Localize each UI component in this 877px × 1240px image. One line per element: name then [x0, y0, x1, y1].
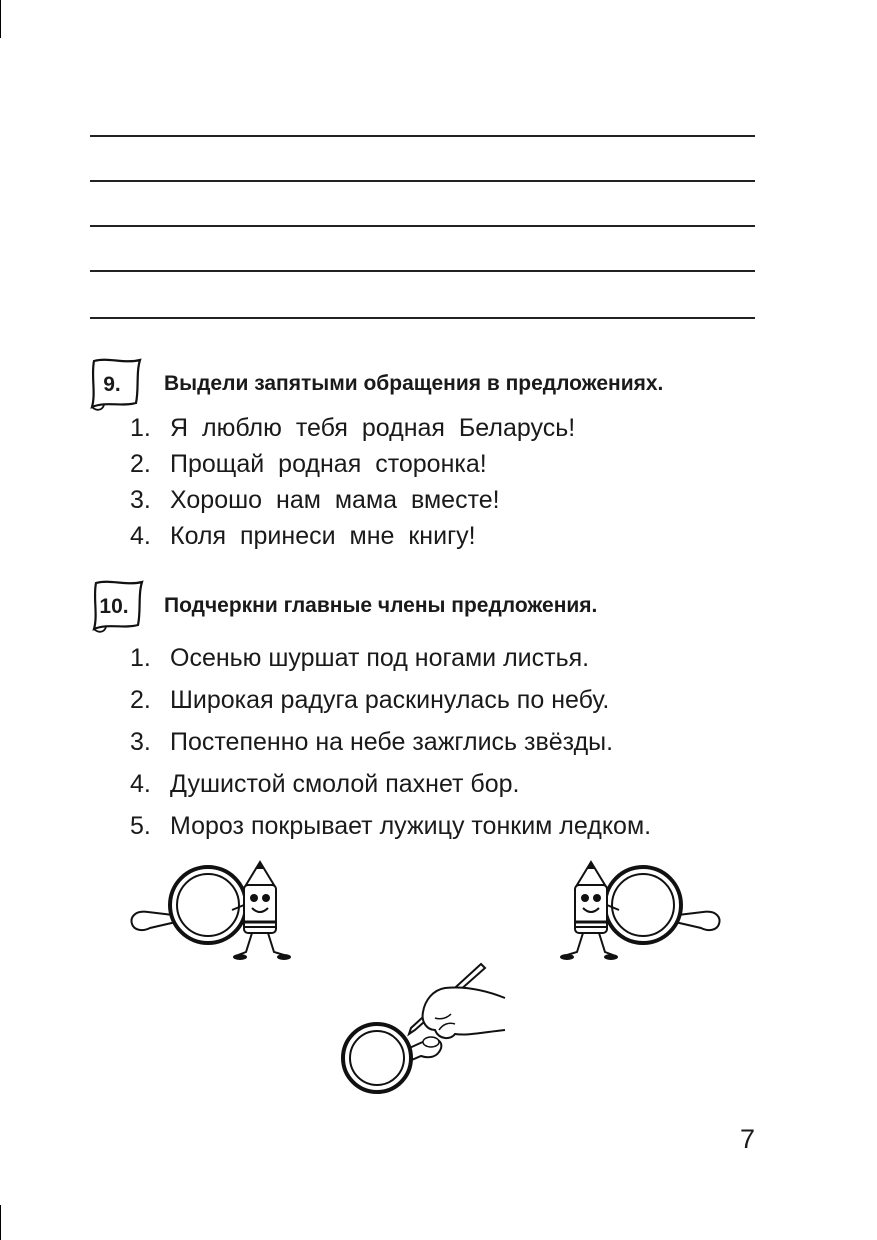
item-number: 1.	[130, 644, 151, 672]
item-number: 2.	[130, 686, 151, 714]
list-item	[130, 728, 613, 757]
writing-line[interactable]	[90, 225, 755, 227]
list-item	[130, 812, 651, 841]
item-text: Широкая радуга раскинулась по небу.	[170, 686, 610, 714]
item-text: Я люблю тебя родная Беларусь!	[170, 414, 576, 442]
crop-mark-top	[0, 0, 1, 38]
list-item	[130, 414, 575, 443]
task-number-badge	[84, 355, 144, 411]
item-text: Душистой смолой пахнет бор.	[170, 770, 520, 798]
writing-line[interactable]	[90, 180, 755, 182]
list-item	[130, 644, 589, 673]
item-number: 4.	[130, 522, 151, 550]
item-text: Хорошо нам мама вместе!	[170, 486, 500, 514]
list-item	[130, 522, 476, 551]
list-item	[130, 770, 520, 799]
task-title: Подчеркни главные члены предложения.	[164, 594, 598, 617]
list-item	[130, 686, 609, 715]
writing-line[interactable]	[90, 270, 755, 272]
item-number: 3.	[130, 728, 151, 756]
item-text: Осенью шуршат под ногами листья.	[170, 644, 590, 672]
item-number: 3.	[130, 486, 151, 514]
list-item	[130, 486, 500, 515]
item-number: 2.	[130, 450, 151, 478]
item-text: Коля принеси мне книгу!	[170, 522, 476, 550]
writing-line[interactable]	[90, 135, 755, 137]
task-number-badge	[86, 577, 146, 633]
pencil-magnifier-right-illustration	[553, 860, 723, 965]
task-title: Выдели запятыми обращения в предложениях.	[164, 372, 664, 395]
item-text: Постепенно на небе зажглись звёзды.	[170, 728, 614, 756]
page-number: 7	[740, 1124, 756, 1154]
item-text: Прощай родная сторонка!	[170, 450, 487, 478]
list-item	[130, 450, 487, 479]
task-number: 10.	[99, 595, 129, 618]
pencil-magnifier-left-illustration	[128, 860, 298, 965]
item-text: Мороз покрывает лужицу тонким ледком.	[170, 812, 652, 840]
task-number: 9.	[103, 373, 121, 396]
crop-mark-bottom	[0, 1205, 1, 1240]
hand-pencil-magnifier-illustration	[335, 960, 515, 1100]
item-number: 1.	[130, 414, 151, 442]
item-number: 4.	[130, 770, 151, 798]
item-number: 5.	[130, 812, 151, 840]
writing-line[interactable]	[90, 317, 755, 319]
